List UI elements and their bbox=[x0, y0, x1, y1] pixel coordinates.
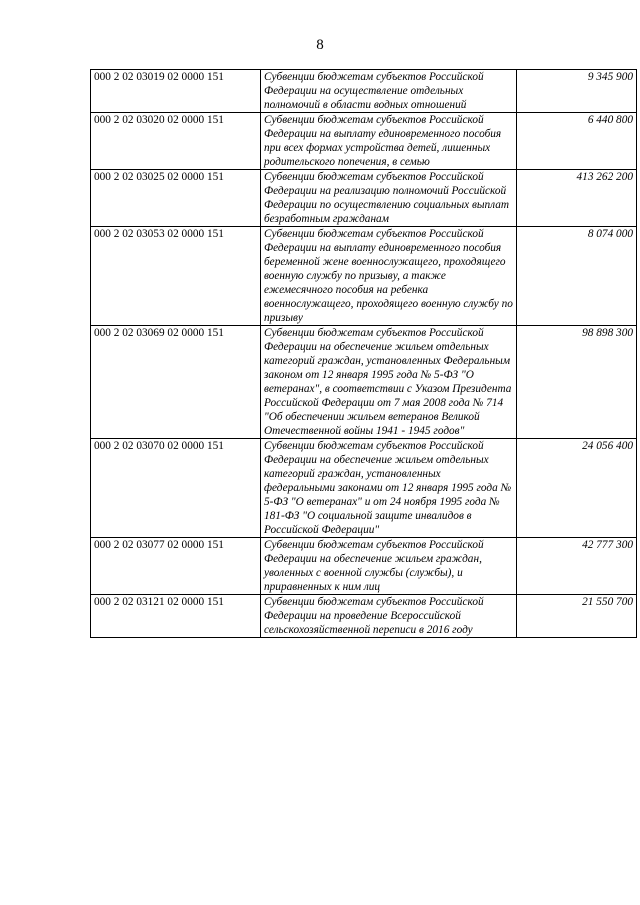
description: Субвенции бюджетам субъектов Российской Федерации на реализацию полномочий Российской Федерации по осуществлению социальных выплат безработным гражданам bbox=[261, 170, 517, 227]
amount: 413 262 200 bbox=[517, 170, 637, 227]
page-number: 8 bbox=[316, 37, 324, 53]
table-row bbox=[91, 439, 637, 538]
budget-code: 000 2 02 03077 02 0000 151 bbox=[91, 538, 261, 595]
budget-table bbox=[90, 69, 637, 638]
description: Субвенции бюджетам субъектов Российской Федерации на выплату единовременного пособия при всех формах устройства детей, лишенных родительского попечения, в семью bbox=[261, 113, 517, 170]
amount: 24 056 400 bbox=[517, 439, 637, 538]
amount: 42 777 300 bbox=[517, 538, 637, 595]
amount: 21 550 700 bbox=[517, 595, 637, 638]
description: Субвенции бюджетам субъектов Российской Федерации на обеспечение жильем граждан, уволенных с военной службы (службы), и приравненных к ним лиц bbox=[261, 538, 517, 595]
table-row bbox=[91, 170, 637, 227]
amount: 6 440 800 bbox=[517, 113, 637, 170]
budget-code: 000 2 02 03053 02 0000 151 bbox=[91, 227, 261, 326]
budget-code: 000 2 02 03020 02 0000 151 bbox=[91, 113, 261, 170]
description: Субвенции бюджетам субъектов Российской Федерации на осуществление отдельных полномочий в области водных отношений bbox=[261, 70, 517, 113]
table-row bbox=[91, 70, 637, 113]
budget-code: 000 2 02 03019 02 0000 151 bbox=[91, 70, 261, 113]
amount: 9 345 900 bbox=[517, 70, 637, 113]
table-row bbox=[91, 538, 637, 595]
budget-code: 000 2 02 03070 02 0000 151 bbox=[91, 439, 261, 538]
table-row bbox=[91, 113, 637, 170]
budget-code: 000 2 02 03121 02 0000 151 bbox=[91, 595, 261, 638]
description: Субвенции бюджетам субъектов Российской Федерации на обеспечение жильем отдельных категорий граждан, установленных Федеральным законом от 12 января 1995 года № 5-ФЗ "О ветеранах", в соответствии с Указом Президента Российской Федерации от 7 мая 2008 года № 714 "Об обеспечении жильем ветеранов Великой Отечественной войны 1941 - 1945 годов" bbox=[261, 326, 517, 439]
table-row bbox=[91, 227, 637, 326]
description: Субвенции бюджетам субъектов Российской Федерации на выплату единовременного пособия беременной жене военнослужащего, проходящего военную службу по призыву, а также ежемесячного пособия на ребенка военнослужащего, проходящего военную службу по призыву bbox=[261, 227, 517, 326]
description: Субвенции бюджетам субъектов Российской Федерации на проведение Всероссийской сельскохозяйственной переписи в 2016 году bbox=[261, 595, 517, 638]
amount: 98 898 300 bbox=[517, 326, 637, 439]
table-row bbox=[91, 595, 637, 638]
description: Субвенции бюджетам субъектов Российской Федерации на обеспечение жильем отдельных категорий граждан, установленных федеральными законами от 12 января 1995 года № 5-ФЗ "О ветеранах" и от 24 ноября 1995 года № 181-ФЗ "О социальной защите инвалидов в Российской Федерации" bbox=[261, 439, 517, 538]
amount: 8 074 000 bbox=[517, 227, 637, 326]
budget-code: 000 2 02 03025 02 0000 151 bbox=[91, 170, 261, 227]
budget-code: 000 2 02 03069 02 0000 151 bbox=[91, 326, 261, 439]
table-row bbox=[91, 326, 637, 439]
